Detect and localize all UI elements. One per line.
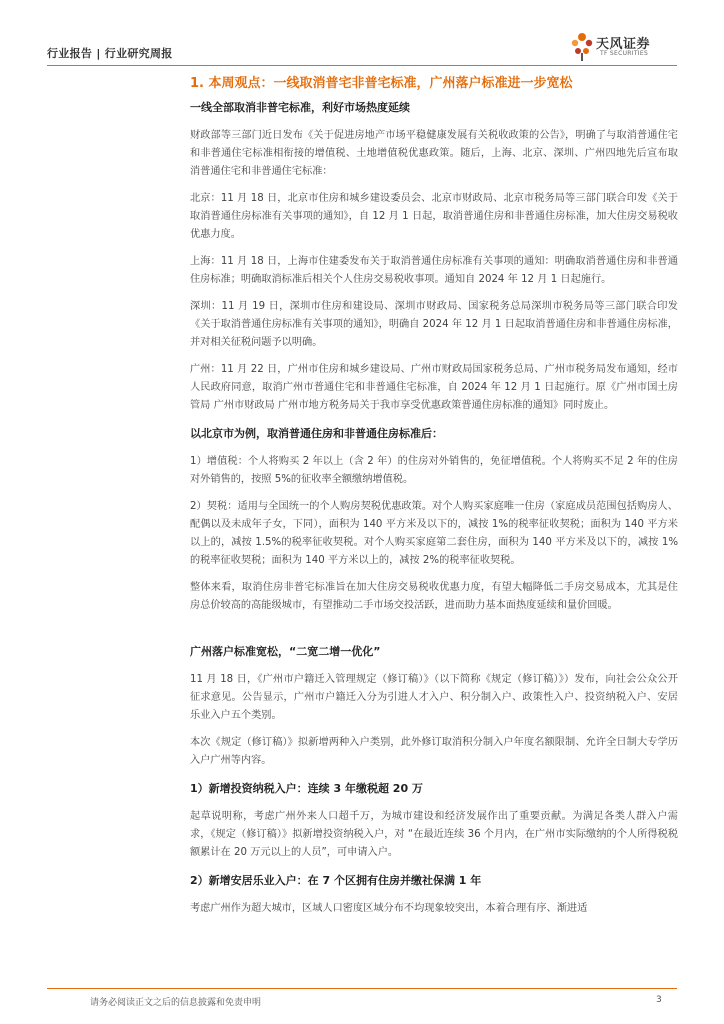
spacer bbox=[190, 624, 678, 642]
logo-name-en: TF SECURITIES bbox=[600, 50, 649, 57]
report-body bbox=[190, 98, 678, 927]
report-category: 行业报告 | 行业研究周报 bbox=[47, 47, 173, 60]
section-title: 1. 本周观点：一线取消普宅非普宅标准，广州落户标准进一步宽松 bbox=[190, 76, 573, 91]
paragraph: 深圳：11 月 19 日，深圳市住房和建设局、深圳市财政局、国家税务总局深圳市税务局等三部门联合印发《关于取消普通住房标准有关事项的通知》，明确自 2024 年 12 月 1 日起取消普通住房和非普通住房标准，并对相关征税问题予以明确。 bbox=[190, 301, 678, 348]
footer-divider bbox=[47, 988, 677, 989]
paragraph: 考虑广州作为超大城市，区域人口密度区域分布不均现象较突出，本着合理有序、渐进适 bbox=[190, 903, 588, 914]
paragraph: 财政部等三部门近日发布《关于促进房地产市场平稳健康发展有关税收政策的公告》，明确了与取消普通住宅和非普通住宅标准相衔接的增值税、土地增值税优惠政策。随后，上海、北京、深圳、广州四地先后宣布取消普通住宅和非普通住宅标准： bbox=[190, 130, 678, 177]
subheading: 一线全部取消非普宅标准，利好市场热度延续 bbox=[190, 101, 410, 114]
paragraph: 整体来看，取消住房非普宅标准旨在加大住房交易税收优惠力度，有望大幅降低二手房交易成本，尤其是住房总价较高的高能级城市，有望推动二手市场交投活跃，进而助力基本面热度延续和量价回暖。 bbox=[190, 582, 678, 611]
subheading: 1）新增投资纳税入户：连续 3 年缴税超 20 万 bbox=[190, 782, 423, 795]
footer-disclaimer: 请务必阅读正文之后的信息披露和免责申明 bbox=[90, 998, 262, 1008]
paragraph: 11 月 18 日，《广州市户籍迁入管理规定（修订稿）》（以下简称《规定（修订稿）》）发布，向社会公众公开征求意见。公告显示，广州市户籍迁入分为引进人才入户、积分制入户、政策性入户、投资纳税入户、安居乐业入户五个类别。 bbox=[190, 674, 678, 721]
company-logo bbox=[570, 30, 690, 62]
paragraph: 1）增值税：个人将购买 2 年以上（含 2 年）的住房对外销售的，免征增值税。个人将购买不足 2 年的住房对外销售的，按照 5%的征收率全额缴纳增值税。 bbox=[190, 456, 678, 485]
header-divider bbox=[47, 65, 677, 66]
logo-flower-icon bbox=[570, 31, 594, 61]
paragraph: 广州：11 月 22 日，广州市住房和城乡建设局、广州市财政局国家税务总局、广州市税务局发布通知，经市人民政府同意，取消广州市普通住宅和非普通住宅标准，自 2024 年 12 月 1 日起施行。原《广州市国土房管局 广州市财政局 广州市地方税务局关于我市享受优惠政策普通住房标准的通知》同时废止。 bbox=[190, 364, 678, 411]
paragraph: 北京：11 月 18 日，北京市住房和城乡建设委员会、北京市财政局、北京市税务局等三部门联合印发《关于取消普通住房标准有关事项的通知》，自 12 月 1 日起，取消普通住房和非普通住房标准，加大住房交易税收优惠力度。 bbox=[190, 193, 678, 240]
paragraph: 上海：11 月 18 日，上海市住建委发布关于取消普通住房标准有关事项的通知：明确取消普通住房和非普通住房标准；明确取消标准后相关个人住房交易税收事项。通知自 2024 年 12 月 1 日起施行。 bbox=[190, 256, 678, 285]
paragraph: 2）契税：适用与全国统一的个人购房契税优惠政策。对个人购买家庭唯一住房（家庭成员范围包括购房人、配偶以及未成年子女，下同），面积为 140 平方米及以下的，减按 1%的税率征收契税；面积为 140 平方米以上的，减按 1.5%的税率征收契税。对个人购买家庭第二套住房，面积为 140 平方米及以下的，减按 1%的税率征收契税；面积为 140 平方米以上的，减按 2%的税率征收契税。 bbox=[190, 501, 678, 566]
paragraph: 起草说明称，考虑广州外来人口超千万，为城市建设和经济发展作出了重要贡献。为满足各类人群入户需求，《规定（修订稿）》拟新增投资纳税入户，对 “在最近连续 36 个月内，在广州市实际缴纳的个人所得税税额累计在 20 万元以上的人员”，可申请入户。 bbox=[190, 811, 678, 858]
subheading: 以北京市为例，取消普通住房和非普通住房标准后： bbox=[190, 427, 443, 440]
page-number: 3 bbox=[656, 995, 662, 1005]
paragraph: 本次《规定（修订稿）》拟新增两种入户类别，此外修订取消积分制入户年度名额限制、允许全日制大专学历入户广州等内容。 bbox=[190, 737, 678, 766]
subheading: 广州落户标准宽松，“二宽二增一优化” bbox=[190, 645, 381, 658]
logo-name-cn: 天风证券 bbox=[596, 37, 651, 52]
subheading: 2）新增安居乐业入户：在 7 个区拥有住房并缴社保满 1 年 bbox=[190, 874, 482, 887]
